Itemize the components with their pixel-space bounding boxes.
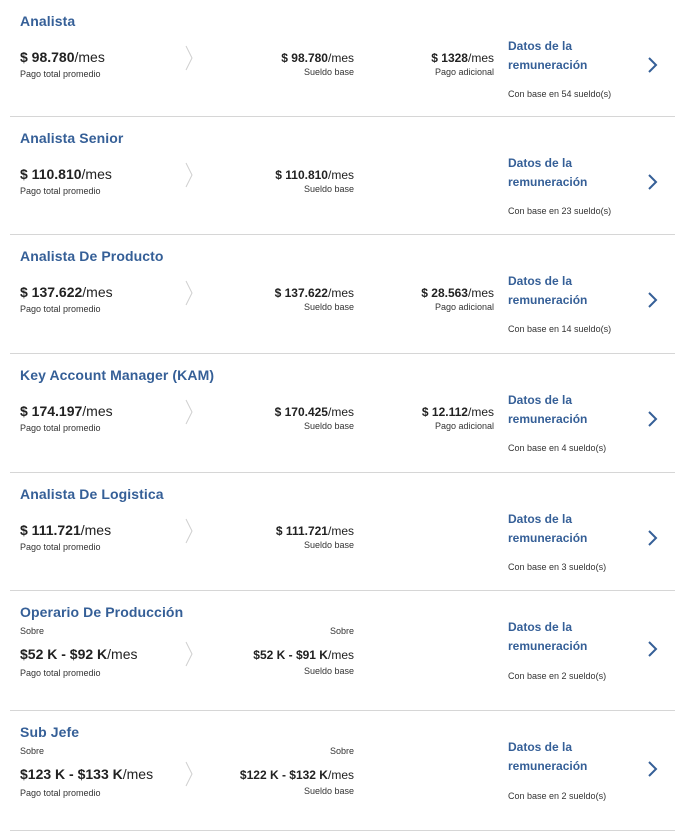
salary-data-link-line2: remuneración	[508, 759, 588, 773]
total-pay-amount: $123 K - $133 K	[20, 766, 123, 782]
base-salary-amount: $ 110.810	[275, 168, 328, 182]
base-salary-period: /mes	[327, 405, 354, 419]
total-prefix: Sobre	[20, 746, 45, 756]
base-salary-label: Sueldo base	[303, 540, 354, 550]
total-pay-amount: $ 111.721	[20, 522, 81, 538]
total-pay-period: /mes	[80, 522, 112, 538]
base-salary	[275, 286, 354, 300]
salary-data-link-line2: remuneración	[508, 412, 588, 426]
base-salary-period: /mes	[327, 51, 354, 65]
job-title[interactable]: Sub Jefe	[20, 724, 80, 740]
salary-data-link[interactable]	[508, 272, 618, 310]
salary-row	[0, 235, 685, 354]
chevron-right-icon[interactable]	[645, 291, 659, 309]
base-salary-amount: $ 137.622	[274, 286, 328, 300]
total-prefix: Sobre	[20, 626, 45, 636]
total-pay-amount: $ 98.780	[20, 49, 75, 65]
total-pay-period: /mes	[82, 284, 113, 300]
base-salary-amount: $ 111.721	[275, 524, 328, 538]
base-salary-amount: $ 170.425	[274, 405, 328, 419]
chevron-right-thin-icon	[185, 45, 193, 71]
total-pay-label: Pago total promedio	[20, 186, 101, 196]
base-salary	[276, 524, 354, 538]
chevron-right-icon[interactable]	[645, 56, 659, 74]
salary-row	[0, 354, 685, 473]
chevron-right-icon[interactable]	[645, 760, 659, 778]
base-salary	[275, 168, 354, 182]
chevron-right-thin-icon	[185, 162, 193, 188]
chevron-right-icon[interactable]	[645, 173, 659, 191]
total-pay	[20, 522, 111, 538]
total-pay-period: /mes	[74, 49, 105, 65]
total-pay	[20, 166, 112, 182]
base-salary-label: Sueldo base	[303, 786, 354, 796]
base-salary-amount: $52 K - $91 K	[253, 648, 328, 662]
based-on-count: Con base en 2 sueldo(s)	[508, 671, 607, 681]
salary-data-link-line1: Datos de la	[508, 274, 573, 288]
base-salary-label: Sueldo base	[303, 666, 354, 676]
base-salary-label: Sueldo base	[303, 421, 354, 431]
total-pay	[20, 49, 105, 65]
additional-pay-period: /mes	[467, 286, 494, 300]
job-title[interactable]: Analista	[20, 13, 76, 29]
salary-data-link[interactable]	[508, 618, 618, 656]
base-prefix: Sobre	[329, 626, 354, 636]
chevron-right-thin-icon	[185, 399, 193, 425]
chevron-right-thin-icon	[185, 280, 193, 306]
salary-row	[0, 591, 685, 711]
salary-row	[0, 473, 685, 591]
based-on-count: Con base en 14 sueldo(s)	[508, 324, 612, 334]
salary-row	[0, 711, 685, 831]
base-salary	[240, 768, 354, 782]
total-pay-period: /mes	[82, 403, 113, 419]
additional-pay-period: /mes	[467, 51, 494, 65]
base-salary-period: /mes	[327, 648, 354, 662]
total-pay	[20, 403, 113, 419]
total-pay-label: Pago total promedio	[20, 788, 101, 798]
additional-pay-label: Pago adicional	[434, 67, 494, 77]
based-on-count: Con base en 2 sueldo(s)	[508, 791, 607, 801]
chevron-right-thin-icon	[185, 518, 193, 544]
total-pay-amount: $ 137.622	[20, 284, 83, 300]
total-pay-period: /mes	[122, 766, 154, 782]
salary-data-link-line2: remuneración	[508, 639, 588, 653]
total-pay-period: /mes	[107, 646, 138, 662]
additional-pay	[422, 405, 494, 419]
job-title[interactable]: Key Account Manager (KAM)	[20, 367, 215, 383]
additional-pay	[421, 286, 494, 300]
base-salary	[275, 405, 354, 419]
total-pay-period: /mes	[81, 166, 112, 182]
salary-data-link-line1: Datos de la	[508, 620, 573, 634]
total-pay-amount: $ 174.197	[20, 403, 83, 419]
chevron-right-thin-icon	[185, 761, 193, 787]
total-pay-amount: $52 K - $92 K	[20, 646, 108, 662]
chevron-right-icon[interactable]	[645, 529, 659, 547]
base-salary-period: /mes	[327, 168, 354, 182]
salary-data-link-line1: Datos de la	[508, 156, 573, 170]
job-title[interactable]: Operario De Producción	[20, 604, 184, 620]
base-salary-period: /mes	[327, 524, 354, 538]
salary-data-link-line2: remuneración	[508, 293, 588, 307]
based-on-count: Con base en 54 sueldo(s)	[508, 89, 612, 99]
chevron-right-icon[interactable]	[645, 410, 659, 428]
additional-pay-period: /mes	[467, 405, 494, 419]
salary-data-link-line2: remuneración	[508, 175, 588, 189]
total-pay-label: Pago total promedio	[20, 304, 101, 314]
additional-pay-label: Pago adicional	[434, 302, 494, 312]
base-prefix: Sobre	[329, 746, 354, 756]
salary-data-link-line2: remuneración	[508, 58, 588, 72]
salary-data-link[interactable]	[508, 738, 618, 776]
base-salary-label: Sueldo base	[303, 67, 354, 77]
salary-data-link-line1: Datos de la	[508, 393, 573, 407]
chevron-right-icon[interactable]	[645, 640, 659, 658]
salary-row	[0, 0, 685, 117]
salary-data-link-line1: Datos de la	[508, 512, 573, 526]
base-salary-period: /mes	[327, 286, 354, 300]
total-pay-label: Pago total promedio	[20, 423, 101, 433]
base-salary-label: Sueldo base	[303, 184, 354, 194]
salary-data-link[interactable]	[508, 391, 618, 429]
additional-pay-amount: $ 12.112	[421, 405, 468, 419]
total-pay	[20, 646, 138, 662]
based-on-count: Con base en 23 sueldo(s)	[508, 206, 612, 216]
total-pay-label: Pago total promedio	[20, 542, 101, 552]
job-title[interactable]: Analista De Logistica	[20, 486, 164, 502]
base-salary-amount: $122 K - $132 K	[239, 768, 328, 782]
additional-pay-amount: $ 1328	[431, 51, 468, 65]
base-salary-label: Sueldo base	[303, 302, 354, 312]
salary-data-link[interactable]	[508, 37, 618, 75]
based-on-count: Con base en 4 sueldo(s)	[508, 443, 607, 453]
total-pay-amount: $ 110.810	[20, 166, 82, 182]
base-salary-amount: $ 98.780	[281, 51, 328, 65]
salary-data-link[interactable]	[508, 510, 618, 548]
salary-row	[0, 117, 685, 235]
salary-data-link-line2: remuneración	[508, 531, 588, 545]
base-salary	[253, 648, 354, 662]
total-pay	[20, 766, 153, 782]
additional-pay-amount: $ 28.563	[421, 286, 468, 300]
chevron-right-thin-icon	[185, 641, 193, 667]
base-salary	[281, 51, 354, 65]
base-salary-period: /mes	[327, 768, 354, 782]
additional-pay-label: Pago adicional	[434, 421, 494, 431]
job-title[interactable]: Analista De Producto	[20, 248, 164, 264]
total-pay	[20, 284, 113, 300]
salary-data-link[interactable]	[508, 154, 618, 192]
salary-data-link-line1: Datos de la	[508, 39, 573, 53]
total-pay-label: Pago total promedio	[20, 668, 101, 678]
based-on-count: Con base en 3 sueldo(s)	[508, 562, 607, 572]
salary-data-link-line1: Datos de la	[508, 740, 573, 754]
total-pay-label: Pago total promedio	[20, 69, 101, 79]
job-title[interactable]: Analista Senior	[20, 130, 124, 146]
additional-pay	[431, 51, 494, 65]
